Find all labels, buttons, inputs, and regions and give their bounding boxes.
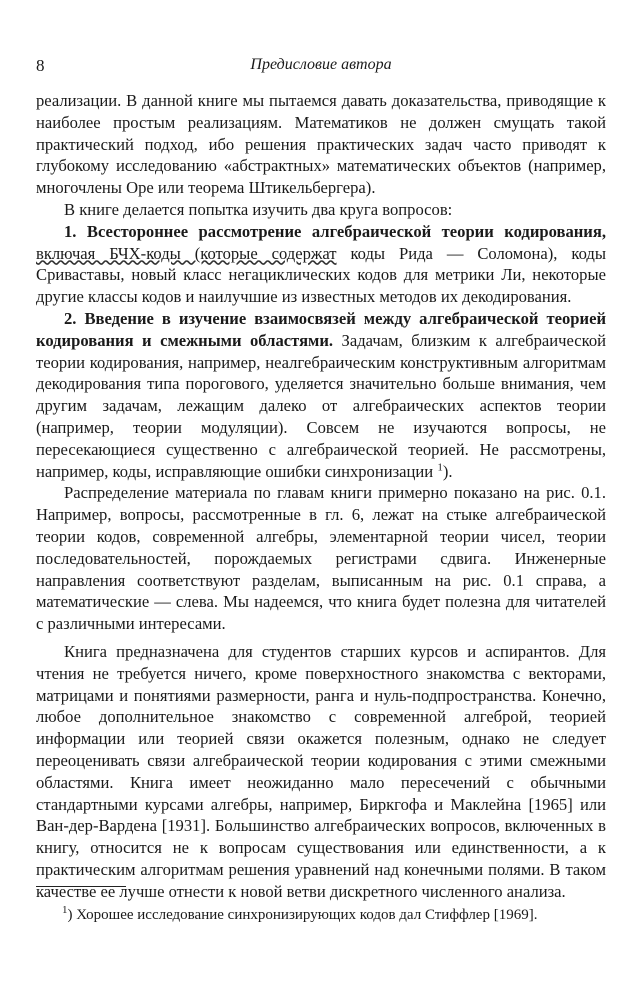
topic-1-heading: 1. Всестороннее рассмотрение алгебраической теории кодирования,: [64, 221, 606, 241]
paragraph-continuation: реализации. В данной книге мы пытаемся давать доказательства, приводящие к наиболее простым реализациям. Математиков не должен смущать такой практический подход, ибо решения практических задач часто приводят к глубокому исследованию «абстрактных» математических объектов (например, многочлены Оре или теорема Штикельбергера).: [36, 91, 606, 198]
topic-2-end: ).: [442, 461, 453, 481]
topic-2-heading: 2. Введение в изучение взаимосвязей между алгебраической теорией кодирования и смежными областями.: [36, 308, 606, 350]
footnote-divider: [36, 886, 126, 887]
topic-2-text: Задачам, близким к алгебраической теории кодирования, например, неалгебраическим конструктивным алгоритмам декодирования типа порогового, уделяется значительно больше внимания, чем другим задачам, лежащим далеко от алгебраических аспектов теории (например, теории модуляции). Совсем не изучаются вопросы, не пересекающиеся существенно с алгебраической теорией. Не рассмотрены, например, коды, исправляющие ошибки синхронизации: [36, 330, 606, 481]
paragraph-topic-2: [36, 308, 606, 482]
footnote-text: Хорошее исследование синхронизирующих кодов дал Стиффлер [1969].: [72, 907, 538, 923]
topic-1-underlined: включая БЧХ-коды (которые содержат: [36, 243, 337, 263]
paragraph-intro: В книге делается попытка изучить два круга вопросов:: [64, 199, 453, 219]
paragraph-audience: Книга предназначена для студентов старших курсов и аспирантов. Для чтения не требуется ничего, кроме поверхностного знакомства с векторами, матрицами и понятиями размерности, ранга и нуль-подпространства. Конечно, любое дополнительное знакомство с современной алгеброй, теорией информации или теорией связи окажется полезным, однако не следует переоценивать связи алгебраической теории кодирования с этими смежными областями. Книга имеет неожиданно мало пересечений с обычными стандартными курсами алгебры, например, Биркгофа и Маклейна [1965] или Ван-дер-Вардена [1931]. Большинство алгебраических вопросов, включенных в книгу, относится не к вопросам существования или единственности, а к практическим алгоритмам решения уравнений над конечными полями. В таком качестве ее лучше отнести к новой ветви дискретного численного анализа.: [36, 641, 606, 901]
body-text: [36, 90, 606, 902]
footnote-number: 1: [62, 904, 68, 916]
page-header: [36, 56, 606, 80]
topic-1-text: коды Рида — Соломона), коды Сриваставы, новый класс негациклических кодов для метрики Ли, некоторые другие классы кодов и наилучшие из известных методов их декодирования.: [36, 243, 606, 307]
paragraph-topic-1: [36, 221, 606, 308]
page-number: 8: [36, 56, 45, 75]
footnote-mark: 1: [437, 461, 443, 474]
footnote-paren: ): [67, 907, 73, 923]
footnote: [36, 906, 606, 925]
running-title: Предисловие автора: [250, 56, 392, 73]
paragraph-distribution: Распределение материала по главам книги примерно показано на рис. 0.1. Например, вопросы, рассмотренные в гл. 6, лежат на стыке алгебраической теории кодов, современной алгебры, элементарной теории чисел, теории последовательностей, порождаемых регистрами сдвига. Инженерные направления соответствуют разделам, выписанным на рис. 0.1 справа, а математические — слева. Мы надеемся, что книга будет полезна для читателей с различными интересами.: [36, 483, 606, 634]
